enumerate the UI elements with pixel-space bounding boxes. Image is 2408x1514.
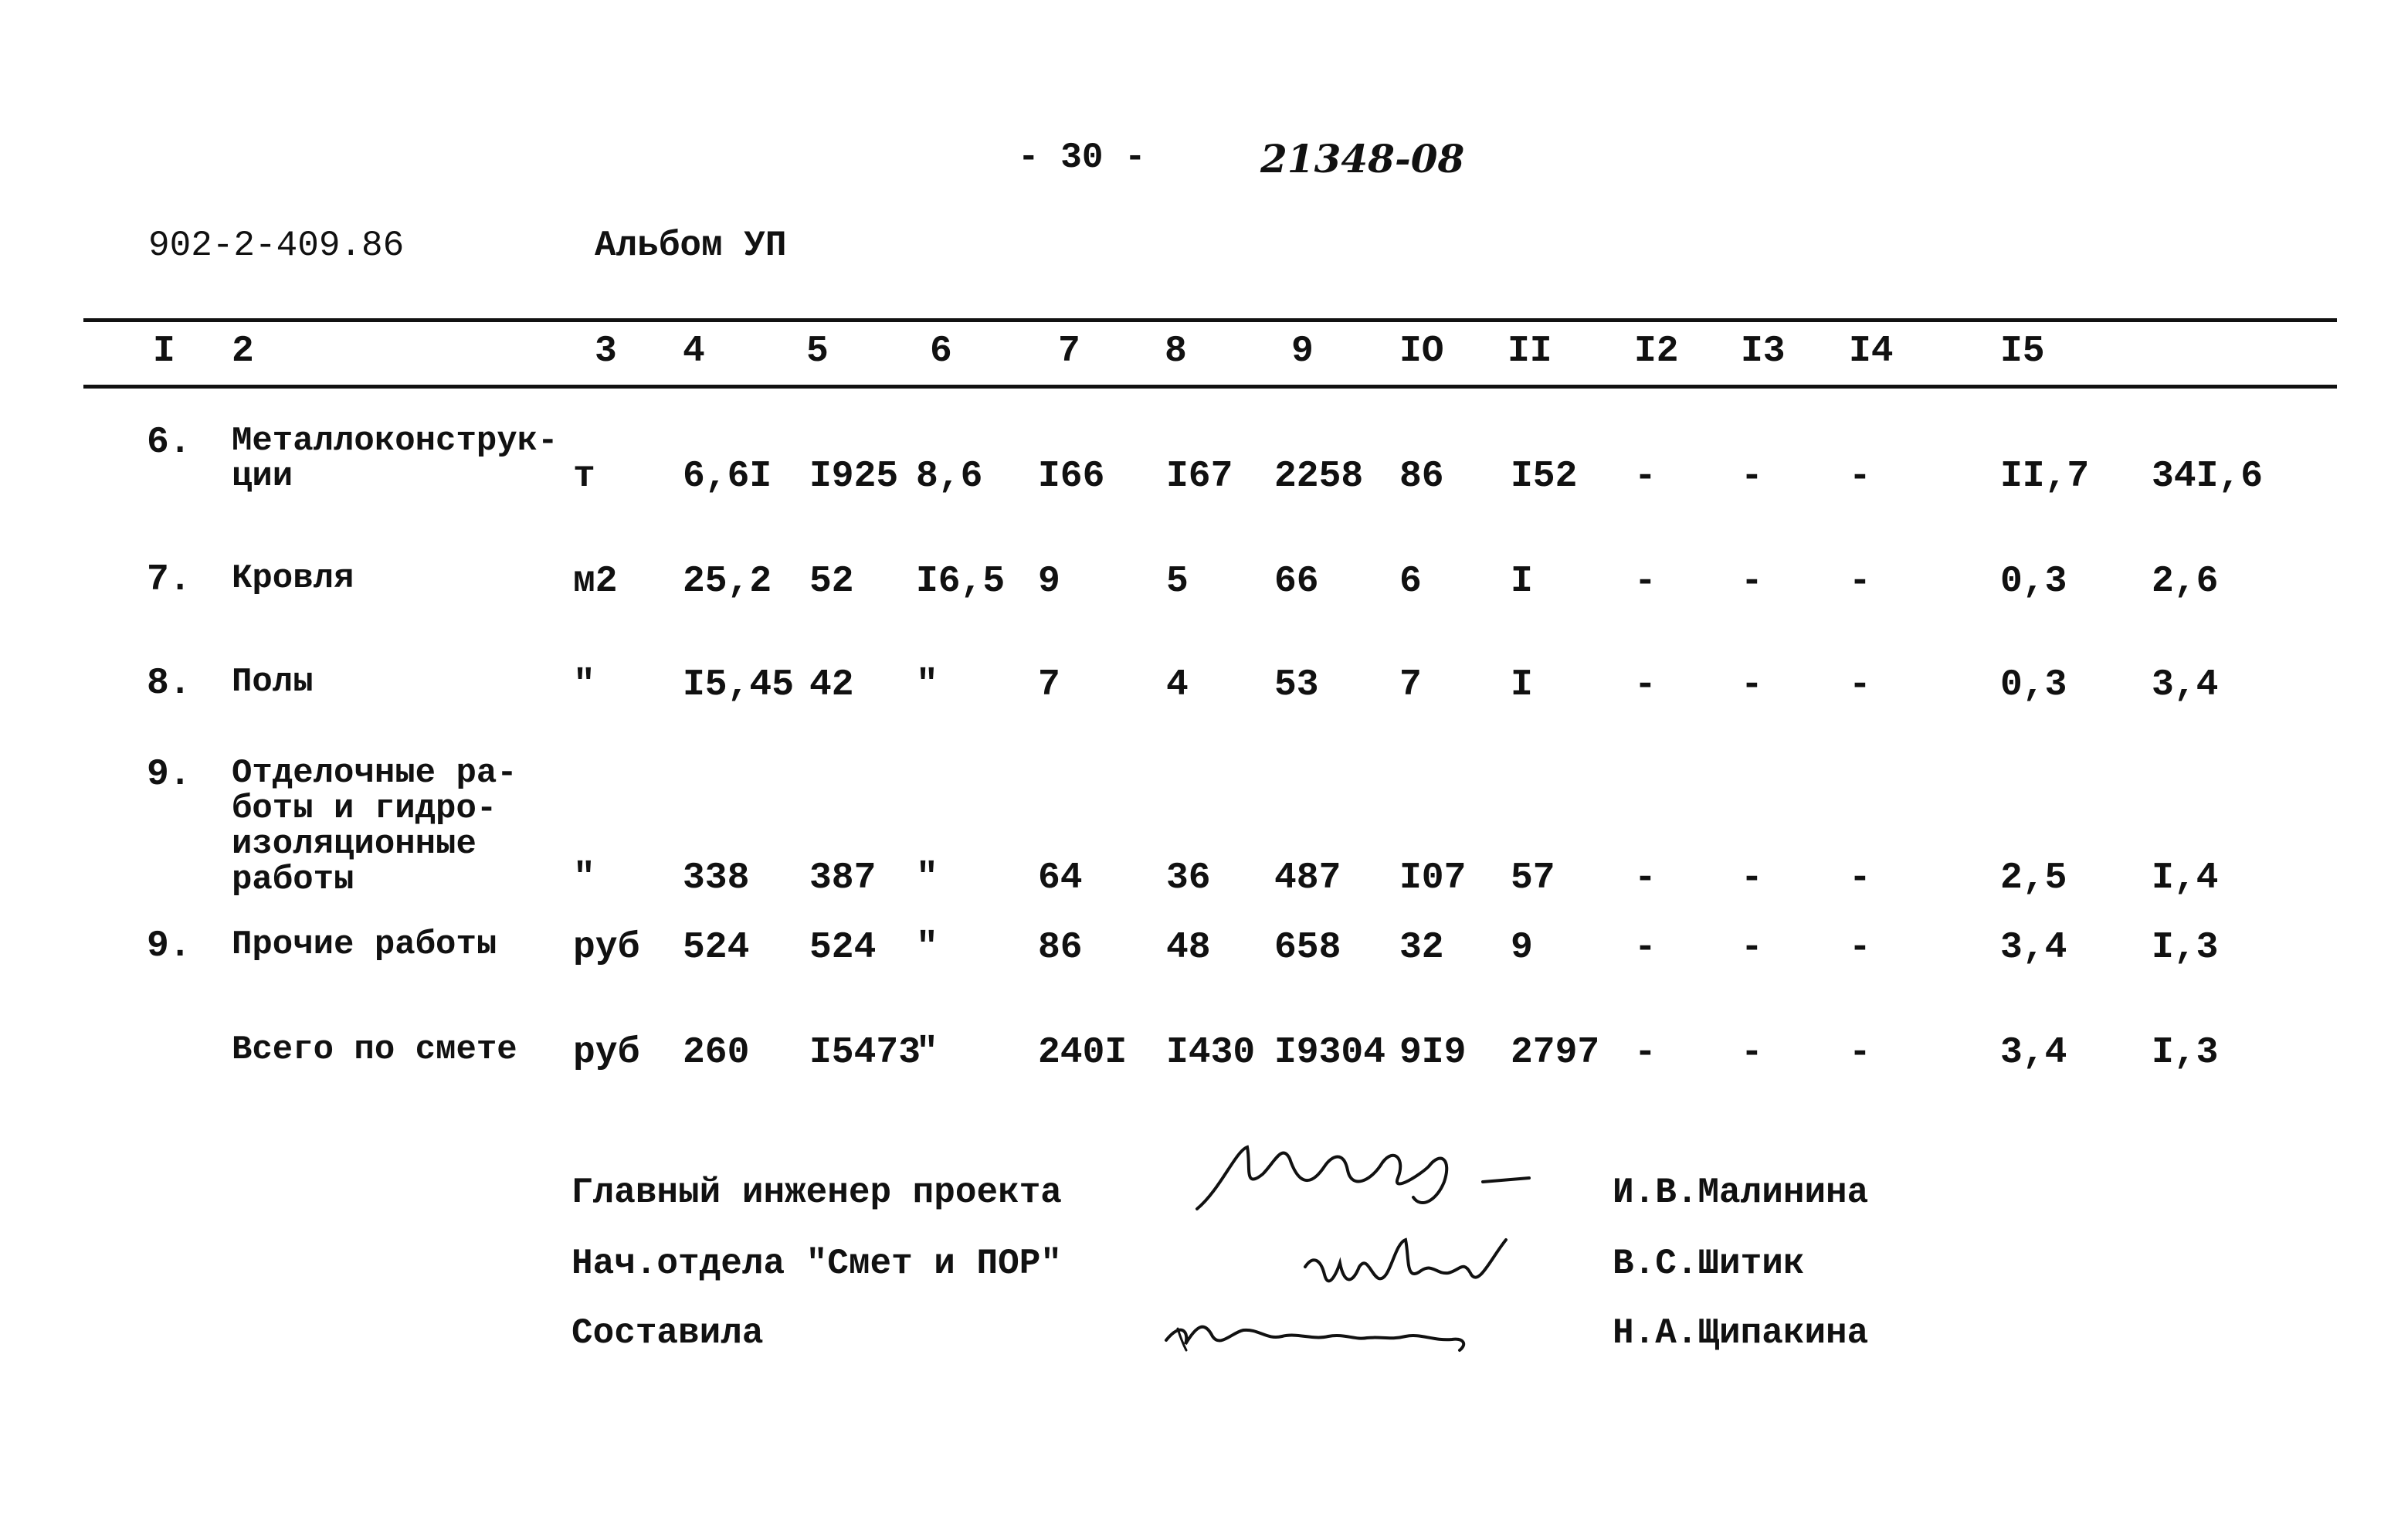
table-cell: 3,4 [2000, 1032, 2067, 1074]
table-cell: I,3 [2152, 1032, 2219, 1074]
table-cell: 387 [809, 857, 877, 899]
row-unit: м2 [573, 561, 618, 603]
table-cell: 86 [1399, 456, 1444, 497]
column-header: I5 [2000, 331, 2045, 372]
table-cell: I430 [1166, 1032, 1256, 1074]
table-cell: 66 [1274, 561, 1319, 603]
handwritten-signature-3 [1158, 1305, 1483, 1360]
column-header: 5 [806, 331, 829, 372]
table-cell: 25,2 [683, 561, 772, 603]
row-unit: руб [573, 1032, 640, 1074]
table-cell: - [1741, 1032, 1763, 1074]
table-cell: 48 [1166, 927, 1211, 969]
row-name: Прочие работы [232, 925, 497, 964]
row-number: 8. [147, 663, 192, 704]
row-name: Отделочные ра- боты и гидро- изоляционные работы [232, 754, 517, 899]
table-cell: - [1849, 456, 1871, 497]
signature-name-department-head: В.С.Шитик [1613, 1244, 1805, 1284]
row-unit: " [573, 664, 595, 706]
signature-role-compiler: Составила [571, 1313, 764, 1353]
table-cell: 57 [1511, 857, 1555, 899]
handwritten-signature-1 [1189, 1136, 1545, 1220]
table-cell: 2258 [1274, 456, 1364, 497]
table-cell: - [1741, 927, 1763, 969]
signature-role-chief-engineer: Главный инженер проекта [571, 1173, 1062, 1213]
column-header: 4 [683, 331, 705, 372]
table-cell: I [1511, 561, 1533, 603]
table-cell: 3,4 [2152, 664, 2219, 706]
table-cell: " [916, 927, 938, 969]
row-name: Металлоконструк- ции [232, 422, 558, 496]
table-cell: I925 [809, 456, 899, 497]
table-cell: " [916, 857, 938, 899]
table-cell: - [1849, 561, 1871, 603]
table-cell: - [1741, 561, 1763, 603]
table-cell: 5 [1166, 561, 1189, 603]
table-cell: 36 [1166, 857, 1211, 899]
table-cell: 9 [1038, 561, 1060, 603]
table-cell: " [916, 664, 938, 706]
table-cell: 34I,6 [2152, 456, 2264, 497]
row-number: 9. [147, 925, 192, 967]
table-cell: - [1634, 927, 1657, 969]
column-header: II [1508, 331, 1552, 372]
table-cell: I9304 [1274, 1032, 1386, 1074]
table-cell: 260 [683, 1032, 750, 1074]
table-cell: II,7 [2000, 456, 2090, 497]
table-cell: - [1634, 664, 1657, 706]
column-header: 2 [232, 331, 254, 372]
table-cell: - [1849, 927, 1871, 969]
table-cell: 524 [809, 927, 877, 969]
column-header: 6 [930, 331, 952, 372]
table-cell: I07 [1399, 857, 1467, 899]
column-header: I2 [1634, 331, 1679, 372]
row-number: 7. [147, 559, 192, 601]
table-cell: 52 [809, 561, 854, 603]
table-cell: 9 [1511, 927, 1533, 969]
table-cell: - [1741, 857, 1763, 899]
table-cell: 6 [1399, 561, 1422, 603]
table-cell: 2,5 [2000, 857, 2067, 899]
table-cell: 4 [1166, 664, 1189, 706]
table-cell: I6,5 [916, 561, 1006, 603]
table-cell: 658 [1274, 927, 1341, 969]
page-number: - 30 - [1018, 137, 1146, 178]
row-number: 6. [147, 422, 192, 463]
column-header: I3 [1741, 331, 1786, 372]
column-header: 8 [1165, 331, 1187, 372]
handwritten-signature-2 [1297, 1228, 1514, 1305]
table-cell: 86 [1038, 927, 1083, 969]
row-name: Кровля [232, 559, 354, 598]
row-unit: т [573, 456, 595, 497]
table-cell: - [1741, 456, 1763, 497]
table-cell: I66 [1038, 456, 1105, 497]
column-header: I4 [1849, 331, 1894, 372]
table-cell: 53 [1274, 664, 1319, 706]
row-number: 9. [147, 754, 192, 796]
table-cell: 7 [1038, 664, 1060, 706]
table-header-rule [83, 385, 2337, 389]
table-cell: I [1511, 664, 1533, 706]
signature-name-compiler: Н.А.Щипакина [1613, 1313, 1869, 1353]
table-cell: - [1849, 1032, 1871, 1074]
signature-role-department-head: Нач.отдела "Смет и ПОР" [571, 1244, 1062, 1284]
table-cell: 3,4 [2000, 927, 2067, 969]
table-cell: 338 [683, 857, 750, 899]
column-header: 3 [595, 331, 617, 372]
row-name: Всего по смете [232, 1030, 517, 1069]
table-cell: I,3 [2152, 927, 2219, 969]
table-cell: - [1741, 664, 1763, 706]
table-cell: 0,3 [2000, 664, 2067, 706]
table-cell: 524 [683, 927, 750, 969]
column-header: 9 [1291, 331, 1314, 372]
column-header: I [153, 331, 175, 372]
table-cell: - [1849, 664, 1871, 706]
table-cell: I5,45 [683, 664, 795, 706]
table-top-rule [83, 318, 2337, 322]
row-unit: руб [573, 927, 640, 969]
table-cell: I5473 [809, 1032, 921, 1074]
table-cell: - [1849, 857, 1871, 899]
column-header: 7 [1058, 331, 1080, 372]
table-cell: 32 [1399, 927, 1444, 969]
table-cell: 0,3 [2000, 561, 2067, 603]
table-cell: - [1634, 1032, 1657, 1074]
column-header: IO [1399, 331, 1444, 372]
table-cell: 8,6 [916, 456, 983, 497]
table-cell: 42 [809, 664, 854, 706]
table-cell: I,4 [2152, 857, 2219, 899]
row-name: Полы [232, 663, 314, 701]
table-cell: 6,6I [683, 456, 772, 497]
project-code: 902-2-409.86 [148, 226, 405, 266]
table-cell: 7 [1399, 664, 1422, 706]
table-cell: 64 [1038, 857, 1083, 899]
table-cell: " [916, 1032, 938, 1074]
table-cell: I67 [1166, 456, 1233, 497]
table-cell: - [1634, 561, 1657, 603]
table-cell: - [1634, 857, 1657, 899]
album-title: Альбом УП [595, 226, 787, 266]
table-cell: 240I [1038, 1032, 1128, 1074]
document-code: 21348-08 [1260, 136, 1465, 182]
table-cell: I52 [1511, 456, 1578, 497]
table-cell: 2,6 [2152, 561, 2219, 603]
table-cell: 2797 [1511, 1032, 1600, 1074]
row-unit: " [573, 857, 595, 899]
table-cell: - [1634, 456, 1657, 497]
table-cell: 487 [1274, 857, 1341, 899]
table-cell: 9I9 [1399, 1032, 1467, 1074]
signature-name-chief-engineer: И.В.Малинина [1613, 1173, 1869, 1213]
